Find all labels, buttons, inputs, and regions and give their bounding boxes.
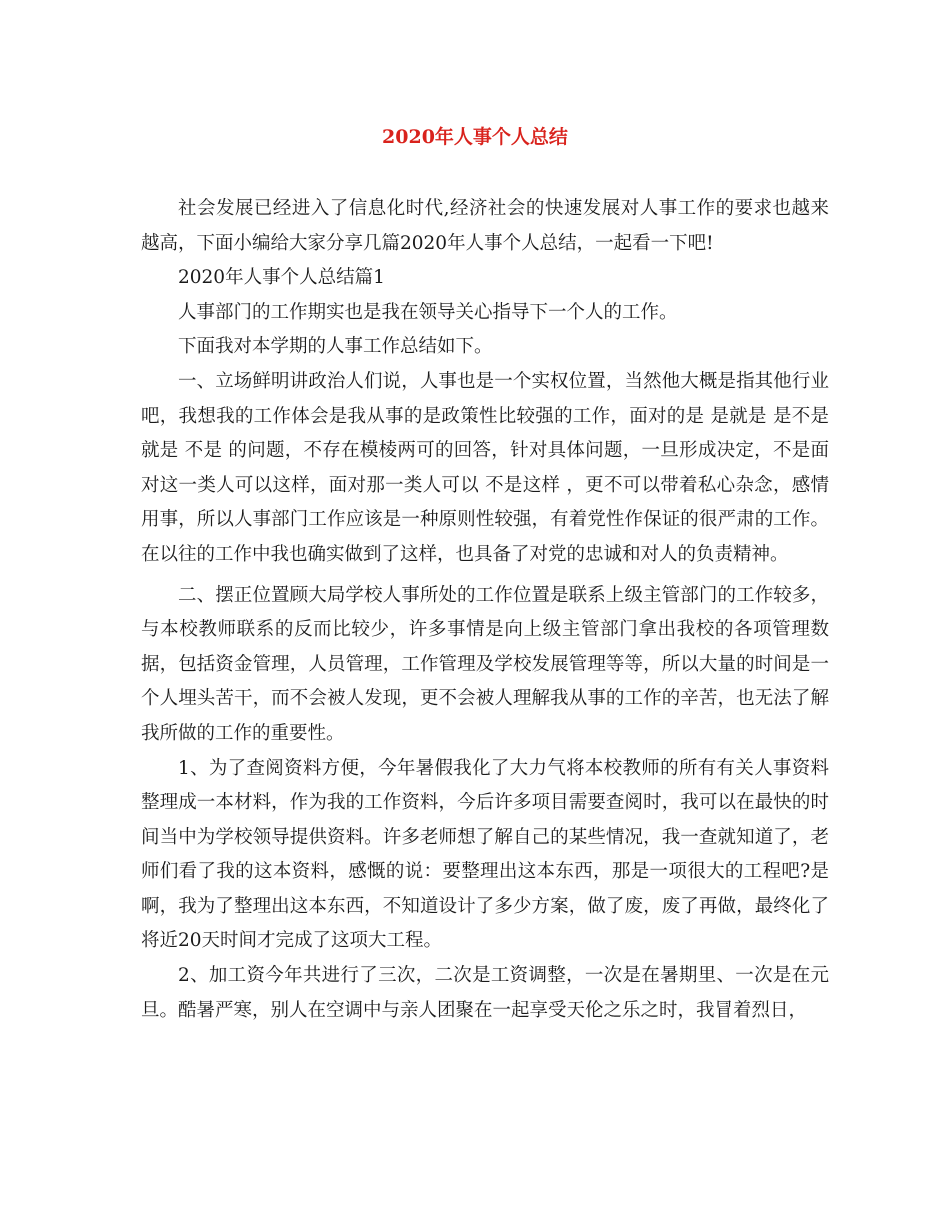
document-title: 2020年人事个人总结	[382, 126, 568, 148]
body-paragraph: 一、立场鲜明讲政治人们说，人事也是一个实权位置，当然他大概是指其他行业吧，我想我的工作体会是我从事的是政策性比较强的工作，面对的是 是就是 是不是就是 不是 的问题，不存在模棱两可的回答，针对具体问题，一旦形成决定，不是面对这一类人可以这样，面对那一类人可以 不是这样 ，更不可以带着私心杂念，感情用事，所以人事部门工作应该是一种原则性较强，有着党性作保证的很严肃的工作。在以往的工作中我也确实做到了这样，也具备了对党的忠诚和对人的负责精神。	[141, 370, 829, 565]
document-body	[141, 192, 829, 1028]
section-heading: 2020年人事个人总结篇1	[178, 267, 385, 289]
body-paragraph: 2、加工资今年共进行了三次，二次是工资调整，一次是在暑期里、一次是在元旦。酷暑严寒，别人在空调中与亲人团聚在一起享受天伦之乐之时，我冒着烈日，	[141, 965, 829, 1021]
body-paragraph: 二、摆正位置顾大局学校人事所处的工作位置是联系上级主管部门的工作较多，与本校教师联系的反而比较少，许多事情是向上级主管部门拿出我校的各项管理数据，包括资金管理，人员管理，工作管理及学校发展管理等等，所以大量的时间是一个人埋头苦干，而不会被人发现，更不会被人理解我从事的工作的辛苦，也无法了解我所做的工作的重要性。	[141, 584, 829, 744]
body-paragraph: 1、为了查阅资料方便，今年暑假我化了大力气将本校教师的所有有关人事资料整理成一本材料，作为我的工作资料，今后许多项目需要查阅时，我可以在最快的时间当中为学校领导提供资料。许多老师想了解自己的某些情况，我一查就知道了，老师们看了我的这本资料，感慨的说：要整理出这本东西，那是一项很大的工程吧?是啊，我为了整理出这本东西，不知道设计了多少方案，做了废，废了再做，最终化了将近20天时间才完成了这项大工程。	[141, 757, 829, 952]
body-paragraph: 人事部门的工作期实也是我在领导关心指导下一个人的工作。	[178, 301, 678, 323]
intro-paragraph: 社会发展已经进入了信息化时代,经济社会的快速发展对人事工作的要求也越来越高，下面小编给大家分享几篇2020年人事个人总结，一起看一下吧!	[141, 198, 829, 254]
body-paragraph: 下面我对本学期的人事工作总结如下。	[178, 336, 493, 358]
